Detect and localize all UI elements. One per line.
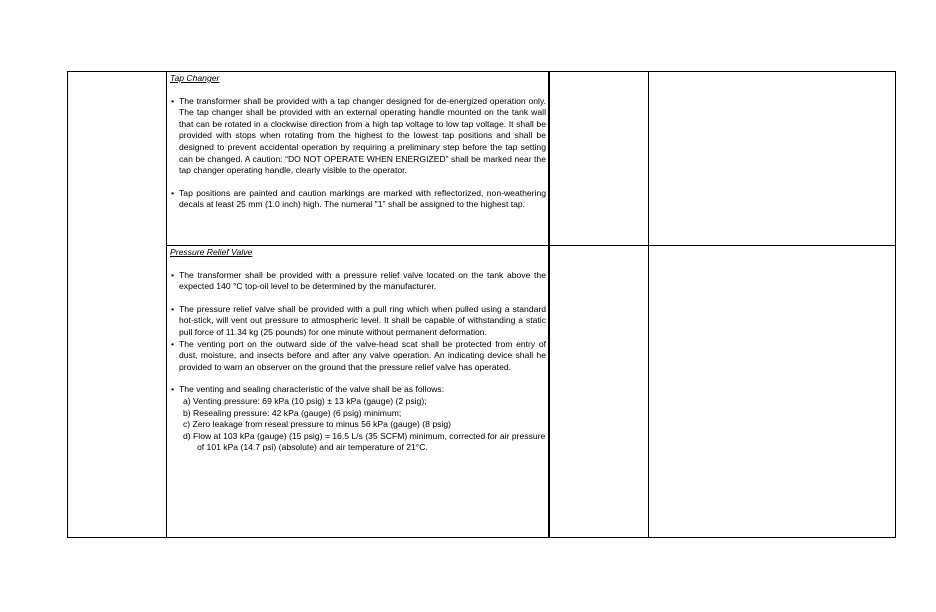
column-divider-1 bbox=[166, 71, 167, 538]
column-divider-2 bbox=[548, 71, 550, 538]
table-border-right bbox=[895, 71, 896, 538]
list-item: • The pressure relief valve shall be provided with a pull ring which when pulled using a standard hot-stick, will vent out pressure to atmospheric level. It shall be capable of withstanding a static pull force of 11.34 kg (25 pounds) for one minute without permanent deformation. bbox=[170, 304, 546, 339]
tap-changer-title: Tap Changer bbox=[170, 73, 220, 83]
valve-characteristics-list bbox=[170, 396, 546, 454]
characteristic-item: d) Flow at 103 kPa (gauge) (15 psig) = 16.5 L/s (35 SCFM) minimum, corrected for air pressure of 101 kPa (14.7 psi) (absolute) and air temperature of 21°C. bbox=[183, 430, 546, 453]
characteristic-item: a) Venting pressure: 69 kPa (10 psig) ± 13 kPa (gauge) (2 psig); bbox=[183, 395, 427, 406]
characteristic-item: c) Zero leakage from reseal pressure to minus 56 kPa (gauge) (8 psig) bbox=[183, 419, 451, 430]
characteristic-item: b) Resealing pressure: 42 kPa (gauge) (6 psig) minimum; bbox=[183, 407, 402, 418]
list-item: • The transformer shall be provided with a pressure relief valve located on the tank above the expected 140 °C top-oil level to be determined by the manufacturer. bbox=[170, 270, 546, 293]
row-divider bbox=[166, 245, 896, 246]
table-border-left bbox=[67, 71, 68, 538]
table-border-top bbox=[67, 71, 896, 72]
list-item: • The venting port on the outward side of the valve-head scat shall be protected from entry of dust, moisture, and insects before and after any valve operation. An indicating device shall he provided to warn an observer on the ground that the pressure relief valve has operated. bbox=[170, 339, 546, 374]
tap-changer-list bbox=[170, 96, 546, 211]
list-item: • The venting and sealing characteristic of the valve shall be as follows: bbox=[170, 384, 546, 396]
list-item: • Tap positions are painted and caution markings are marked with reflectorized, non-weathering decals at least 25 mm (1.0 inch) high. The numeral "1" shall be assigned to the highest tap. bbox=[170, 188, 546, 211]
pressure-relief-valve-list bbox=[170, 270, 546, 396]
pressure-relief-valve-cell bbox=[170, 247, 546, 454]
column-divider-3 bbox=[648, 71, 649, 538]
list-item: • The transformer shall be provided with a tap changer designed for de-energized operation only. The tap changer shall be provided with an external operating handle mounted on the tank wall that can be rotated in a clockwise direction from a high tap voltage to low tap voltage. It shall be provided with stops when rotating from the highest to the lowest tap positions and shall be designed to prevent accidental operation by requiring a preliminary step before the tap setting can be changed. A caution: “DO NOT OPERATE WHEN ENERGIZED” shall be marked near the tap changer operating handle, clearly visible to the operator. bbox=[170, 96, 546, 177]
tap-changer-cell bbox=[170, 73, 546, 211]
table-border-bottom bbox=[67, 537, 896, 538]
pressure-relief-valve-title: Pressure Relief Valve bbox=[170, 247, 253, 257]
